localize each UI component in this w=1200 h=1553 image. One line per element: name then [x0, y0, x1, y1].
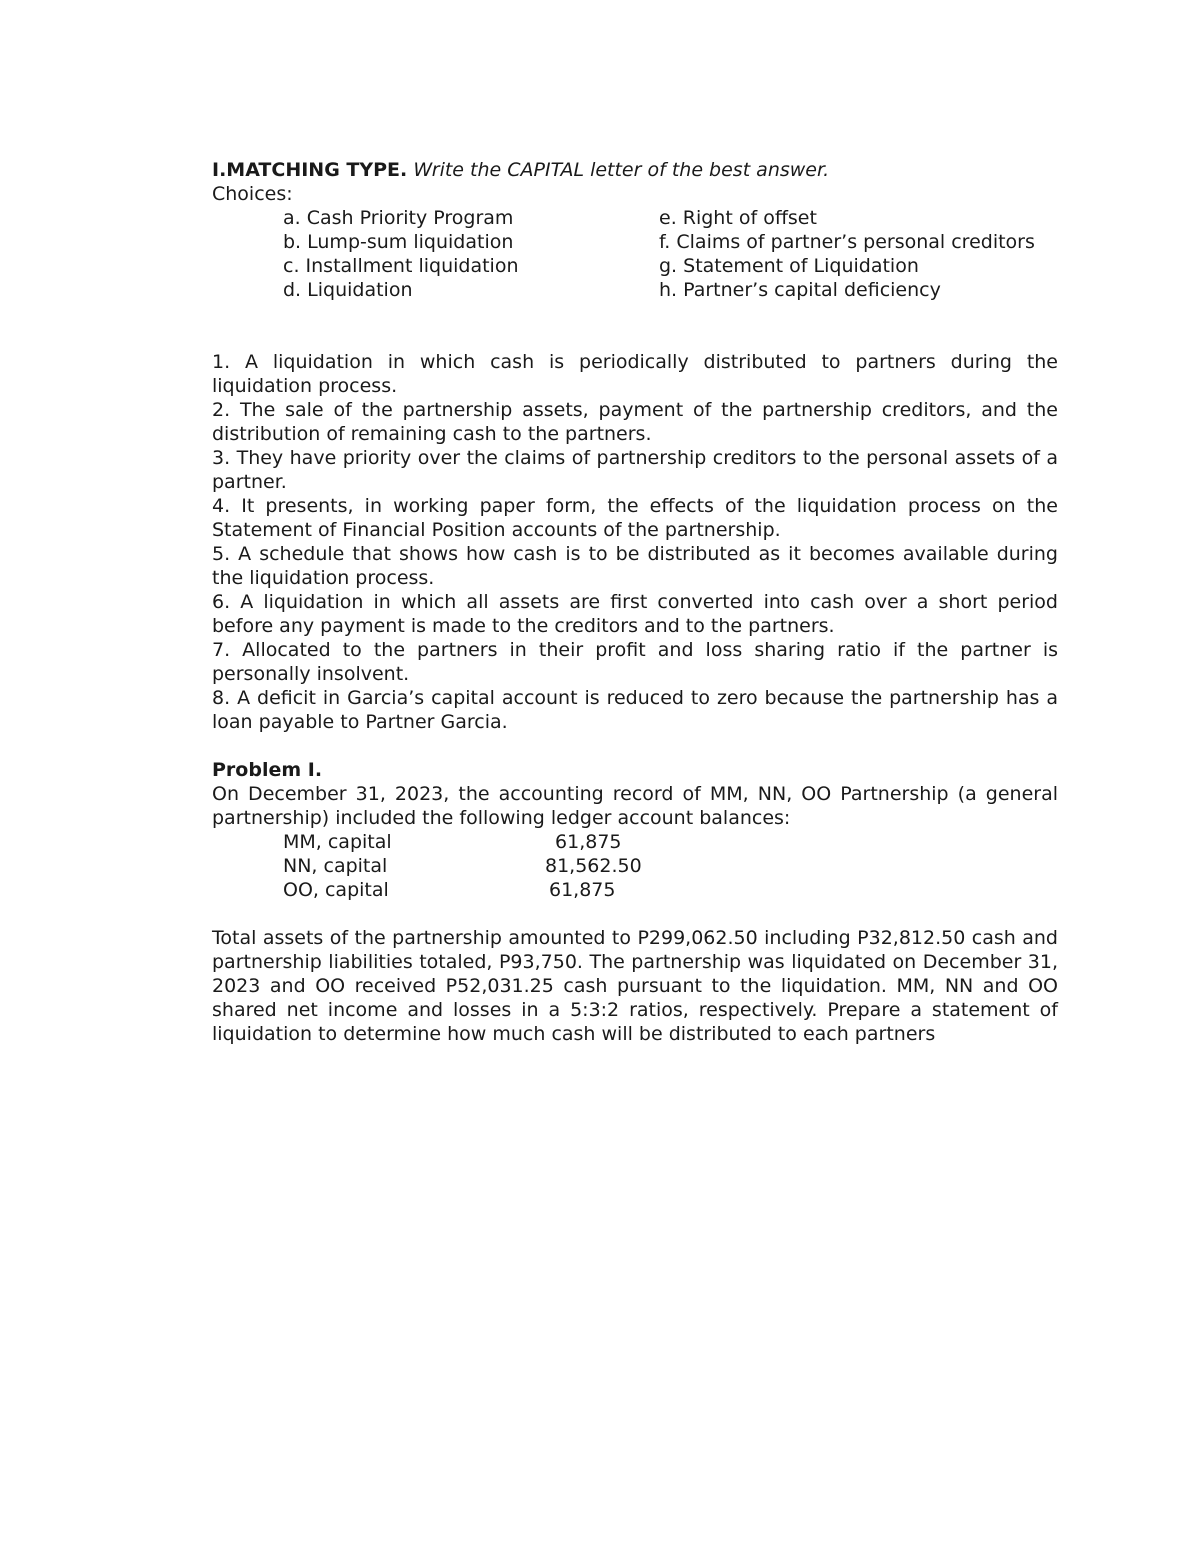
problem-title: Problem I.	[212, 759, 323, 781]
capital-amount: 61,875	[549, 831, 622, 853]
question-item: 2. The sale of the partnership assets, payment of the partnership creditors, and the distribution of remaining cash to the partners.	[212, 399, 1058, 445]
capital-label: OO, capital	[283, 879, 389, 901]
question-item: 6. A liquidation in which all assets are first converted into cash over a short period before any payment is made to the creditors and to the partners.	[212, 591, 1058, 637]
choice-b: b. Lump-sum liquidation	[283, 231, 514, 253]
choice-e: e. Right of offset	[659, 207, 817, 229]
question-item: 8. A deficit in Garcia’s capital account is reduced to zero because the partnership has a loan payable to Partner Garcia.	[212, 687, 1058, 733]
matching-title: I.MATCHING TYPE.	[212, 159, 408, 181]
choice-h: h. Partner’s capital deficiency	[659, 279, 941, 301]
capital-amount: 81,562.50	[545, 855, 642, 877]
question-item: 3. They have priority over the claims of partnership creditors to the personal assets of a partner.	[212, 447, 1058, 493]
document-page	[212, 158, 1058, 1046]
question-item: 7. Allocated to the partners in their profit and loss sharing ratio if the partner is personally insolvent.	[212, 639, 1058, 685]
choice-a: a. Cash Priority Program	[283, 207, 514, 229]
capital-row	[283, 854, 1058, 878]
question-list	[212, 350, 1058, 734]
matching-heading	[212, 158, 1058, 182]
section-spacer	[212, 302, 1058, 350]
choices-list	[283, 206, 1058, 302]
choices-label: Choices:	[212, 183, 293, 205]
question-item: 5. A schedule that shows how cash is to be distributed as it becomes available during the liquidation process.	[212, 543, 1058, 589]
capital-row	[283, 830, 1058, 854]
section-spacer	[212, 734, 1058, 758]
choice-g: g. Statement of Liquidation	[659, 255, 919, 277]
choice-c: c. Installment liquidation	[283, 255, 519, 277]
choice-f: f. Claims of partner’s personal creditors	[659, 231, 1035, 253]
question-item: 1. A liquidation in which cash is periodically distributed to partners during the liquidation process.	[212, 351, 1058, 397]
section-spacer	[212, 902, 1058, 926]
problem-body: Total assets of the partnership amounted to P299,062.50 including P32,812.50 cash and partnership liabilities totaled, P93,750. The partnership was liquidated on December 31, 2023 and OO received P52,031.25 cash pursuant to the liquidation. MM, NN and OO shared net income and losses in a 5:3:2 ratios, respectively. Prepare a statement of liquidation to determine how much cash will be distributed to each partners	[212, 927, 1058, 1045]
capital-label: NN, capital	[283, 855, 388, 877]
capital-row	[283, 878, 1058, 902]
matching-instruction: Write the CAPITAL letter of the best answer.	[413, 159, 830, 181]
capital-label: MM, capital	[283, 831, 392, 853]
capital-balances	[283, 830, 1058, 902]
capital-amount: 61,875	[549, 879, 616, 901]
problem-intro: On December 31, 2023, the accounting record of MM, NN, OO Partnership (a general partnership) included the following ledger account balances:	[212, 783, 1058, 829]
choice-d: d. Liquidation	[283, 279, 413, 301]
question-item: 4. It presents, in working paper form, the effects of the liquidation process on the Statement of Financial Position accounts of the partnership.	[212, 495, 1058, 541]
